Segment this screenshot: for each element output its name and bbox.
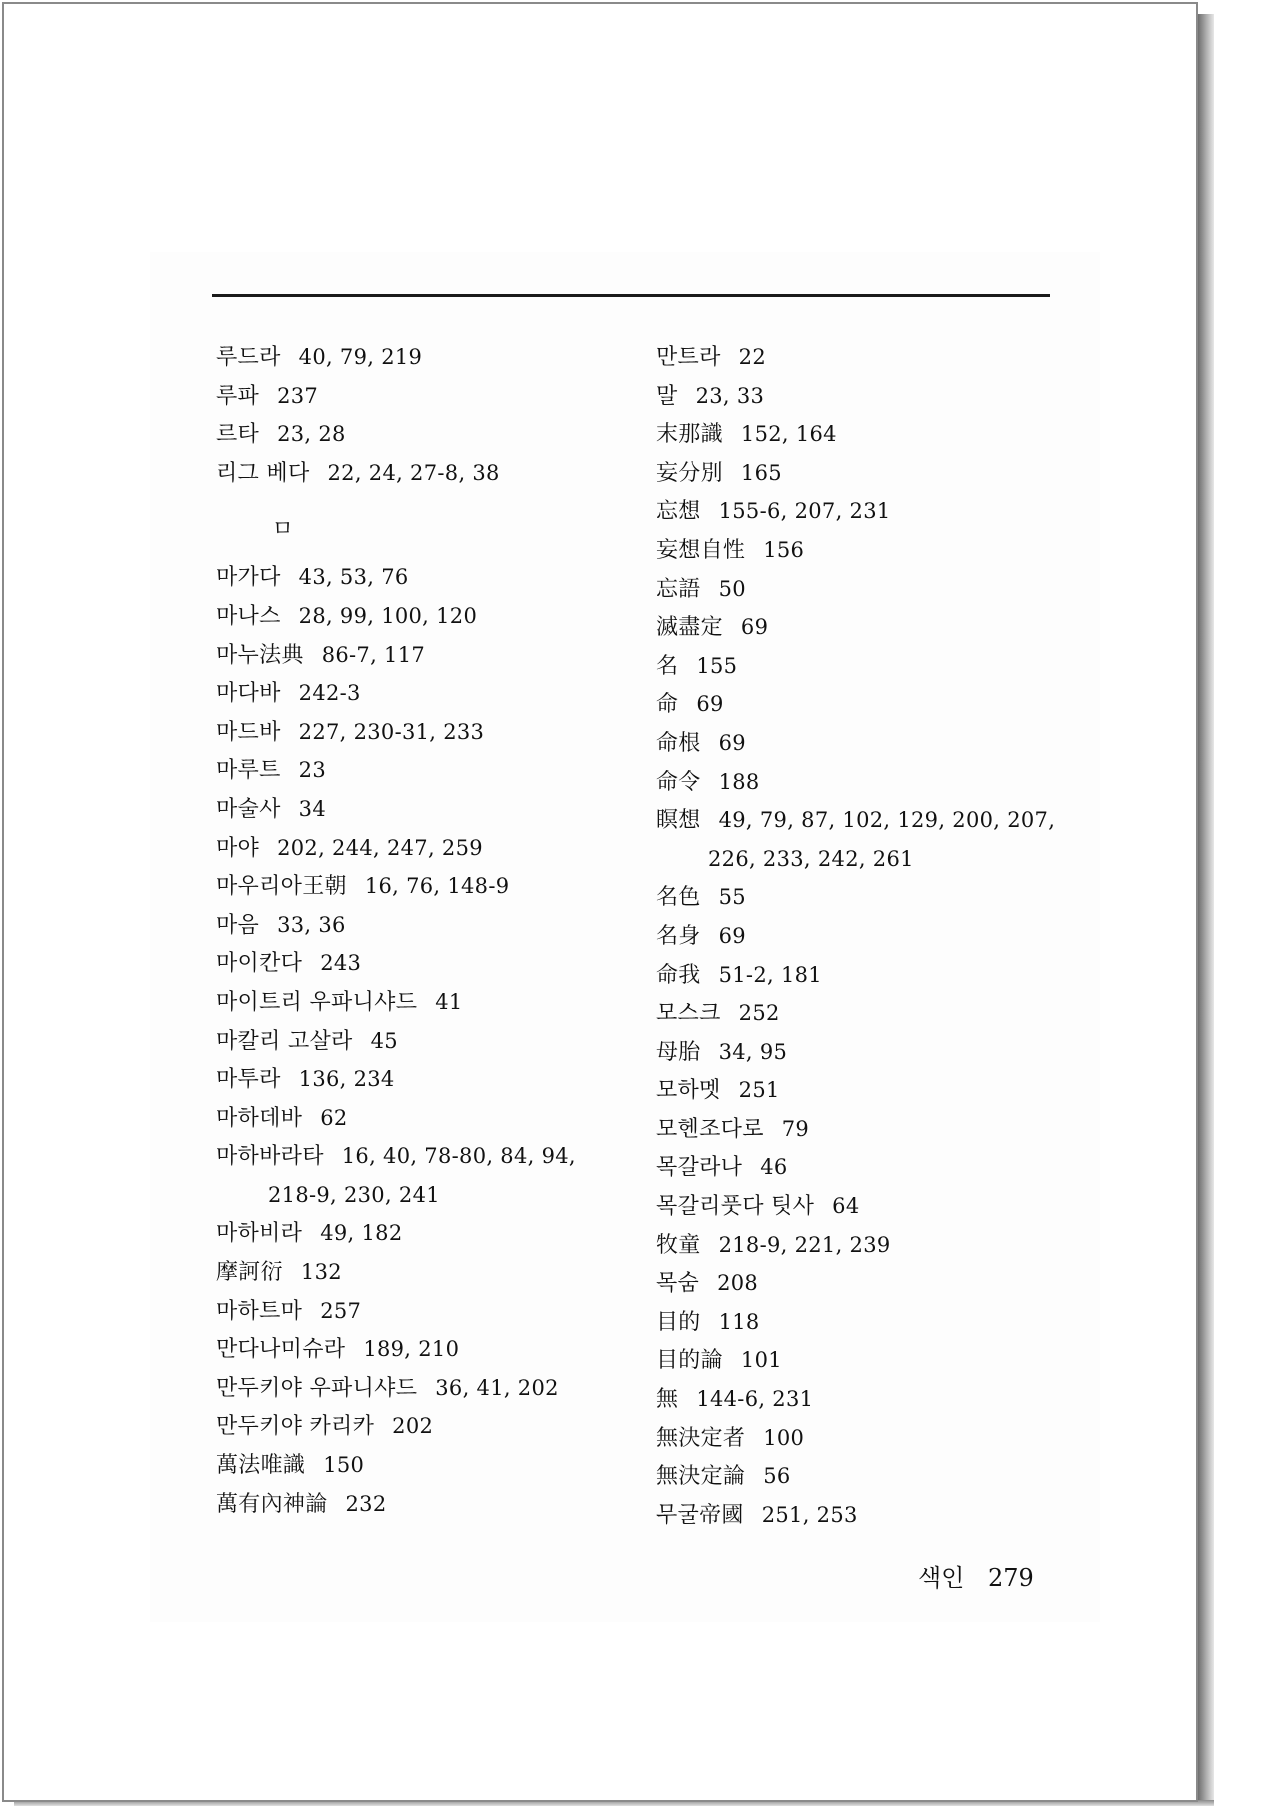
entry-pages: 156	[763, 537, 805, 562]
entry-term: 마하데바	[216, 1105, 303, 1131]
entry-pages: 155-6, 207, 231	[718, 499, 891, 524]
entry-pages: 49, 79, 87, 102, 129, 200, 207,	[718, 808, 1056, 833]
entry-term: 목숨	[656, 1271, 700, 1297]
entry-term: 萬法唯識	[216, 1453, 306, 1479]
index-entry	[656, 685, 1076, 724]
entry-pages: 23, 33	[695, 383, 765, 408]
entry-pages: 41	[435, 989, 463, 1014]
index-entry	[656, 415, 1076, 454]
entry-term: 마음	[216, 912, 260, 938]
index-entry	[656, 1264, 1076, 1303]
index-entry	[216, 1099, 626, 1138]
entry-pages: 22, 24, 27-8, 38	[327, 460, 500, 485]
index-entry	[656, 608, 1076, 647]
index-entry	[656, 1148, 1076, 1187]
index-entry	[656, 1226, 1076, 1265]
index-entry	[216, 1137, 626, 1176]
entry-pages: 86-7, 117	[321, 642, 426, 667]
entry-term: 마이트리 우파니샤드	[216, 989, 418, 1015]
index-entry	[216, 944, 626, 983]
entry-term: 만두키야 우파니샤드	[216, 1375, 418, 1401]
index-entry	[216, 377, 626, 416]
entry-term: 末那識	[656, 422, 723, 448]
entry-term: 無決定者	[656, 1425, 746, 1451]
entry-term: 忘想	[656, 499, 701, 525]
entry-pages: 69	[740, 615, 769, 640]
entry-term: 滅盡定	[656, 615, 723, 641]
page-number: 279	[988, 1564, 1034, 1592]
index-entry	[216, 983, 626, 1022]
index-entries-bottom	[216, 558, 626, 1523]
index-entry	[216, 597, 626, 636]
entry-pages: 36, 41, 202	[435, 1375, 559, 1400]
entry-term: 마하트마	[216, 1298, 303, 1324]
entry-term: 妄分別	[656, 460, 723, 486]
index-entry	[656, 1380, 1076, 1419]
entry-pages: 152, 164	[740, 422, 837, 447]
entry-term: 母胎	[656, 1039, 701, 1065]
entry-term: 무굴帝國	[656, 1502, 744, 1528]
entry-pages: 144-6, 231	[696, 1387, 814, 1412]
entry-pages: 155	[696, 653, 738, 678]
entry-pages: 251, 253	[761, 1502, 858, 1527]
index-entry	[656, 1187, 1076, 1226]
entry-pages: 79	[781, 1116, 810, 1141]
entry-pages: 22	[738, 345, 766, 369]
index-entry	[216, 751, 626, 790]
entry-pages: 118	[718, 1309, 760, 1334]
entry-pages: 34	[298, 796, 326, 821]
entry-pages: 69	[718, 730, 746, 755]
entry-term: 命令	[656, 769, 701, 795]
entry-pages: 69	[718, 923, 746, 948]
index-entry	[216, 1485, 626, 1524]
entry-pages: 51-2, 181	[718, 962, 822, 987]
entry-pages: 188	[718, 769, 760, 794]
entry-term: 마나스	[216, 603, 281, 629]
index-entry	[216, 867, 626, 906]
entry-term: 마하바라타	[216, 1144, 324, 1170]
footer-label: 색인	[918, 1564, 965, 1592]
index-entry	[656, 1110, 1076, 1149]
index-entry	[656, 647, 1076, 686]
entry-term: 마투라	[216, 1067, 281, 1093]
index-entry	[656, 1341, 1076, 1380]
entry-term: 마누法典	[216, 642, 304, 668]
index-entry	[656, 724, 1076, 763]
entry-term: 모하멧	[656, 1078, 721, 1104]
entry-pages: 251	[738, 1078, 780, 1103]
index-entry	[656, 1303, 1076, 1342]
entry-term: 名色	[656, 885, 701, 911]
entry-pages: 165	[740, 460, 782, 485]
entry-pages: 218-9, 221, 239	[718, 1232, 891, 1257]
index-entry	[216, 713, 626, 752]
index-entries-right	[656, 338, 1076, 1534]
entry-pages: 257	[320, 1298, 362, 1323]
index-entry	[216, 1022, 626, 1061]
index-entry	[216, 338, 626, 377]
index-entry	[656, 454, 1076, 493]
entry-term: 모헨조다로	[656, 1116, 764, 1142]
entry-pages: 16, 76, 148-9	[364, 874, 510, 899]
entry-term: 리그 베다	[216, 460, 310, 486]
index-entry	[216, 1330, 626, 1369]
entry-term: 摩訶衍	[216, 1260, 283, 1286]
index-entry	[656, 492, 1076, 531]
index-entry	[216, 829, 626, 868]
index-entry	[656, 377, 1076, 416]
entry-term: 만다나미슈라	[216, 1337, 346, 1363]
entry-term: 牧童	[656, 1232, 701, 1258]
entry-term: 無	[656, 1387, 679, 1413]
entry-term: 마술사	[216, 796, 281, 822]
entry-term: 名身	[656, 923, 701, 949]
entry-pages: 49, 182	[320, 1221, 403, 1246]
entry-term: 瞑想	[656, 808, 701, 834]
entry-pages: 237	[277, 383, 319, 408]
entry-term: 모스크	[656, 1001, 721, 1027]
entry-term: 마다바	[216, 681, 281, 707]
index-left-column	[216, 338, 626, 1523]
index-entry	[216, 1292, 626, 1331]
entry-term: 마드바	[216, 719, 281, 745]
entry-term: 마야	[216, 835, 260, 861]
index-entry	[656, 1496, 1076, 1535]
page-footer	[918, 1558, 1034, 1593]
entry-term: 마우리아王朝	[216, 874, 347, 900]
entry-term: 만두키야 카리카	[216, 1414, 375, 1440]
entry-term: 만트라	[656, 345, 721, 370]
index-entry	[656, 531, 1076, 570]
entry-pages: 16, 40, 78-80, 84, 94,	[341, 1144, 576, 1169]
index-entry	[656, 1071, 1076, 1110]
entry-term: 命根	[656, 730, 701, 756]
entry-pages: 136, 234	[298, 1067, 395, 1092]
entry-pages: 56	[763, 1464, 791, 1489]
index-entry	[656, 763, 1076, 802]
index-entry	[656, 878, 1076, 917]
entry-pages: 34, 95	[718, 1039, 788, 1064]
entry-pages: 23, 28	[277, 422, 346, 447]
index-entry	[216, 454, 626, 493]
entry-pages: 202, 244, 247, 259	[277, 835, 483, 860]
entry-pages: 189, 210	[363, 1337, 460, 1362]
entry-term: 목갈라나	[656, 1155, 743, 1181]
entry-pages: 62	[320, 1105, 348, 1130]
index-right-column	[656, 338, 1076, 1534]
entry-term: 無決定論	[656, 1464, 746, 1490]
entry-pages: 150	[323, 1453, 365, 1478]
index-entry	[216, 558, 626, 597]
entry-pages: 33, 36	[277, 912, 346, 937]
index-entry	[216, 1214, 626, 1253]
index-entry-continuation	[216, 1176, 626, 1215]
index-entry	[216, 790, 626, 829]
index-entries-top	[216, 338, 626, 492]
index-entry	[656, 1033, 1076, 1072]
entry-term: 루파	[216, 383, 260, 409]
entry-pages: 46	[760, 1155, 788, 1180]
entry-pages: 50	[718, 576, 746, 601]
index-entry	[216, 1446, 626, 1485]
entry-pages: 242-3	[298, 681, 361, 706]
entry-pages: 227, 230-31, 233	[298, 719, 485, 744]
index-entry	[656, 994, 1076, 1033]
entry-term: 마칼리 고살라	[216, 1028, 353, 1054]
index-entry	[216, 674, 626, 713]
entry-pages: 45	[370, 1028, 398, 1053]
entry-term: 命我	[656, 962, 701, 988]
entry-pages: 243	[320, 951, 362, 976]
index-entry	[656, 1419, 1076, 1458]
entry-pages: 28, 99, 100, 120	[298, 603, 478, 628]
entry-pages: 218-9, 230, 241	[268, 1182, 440, 1207]
entry-term: 目的	[656, 1309, 701, 1335]
entry-pages: 226, 233, 242, 261	[708, 846, 914, 871]
page-edge-shadow	[1198, 14, 1214, 1806]
entry-term: 命	[656, 692, 679, 718]
index-entry	[216, 1407, 626, 1446]
section-heading: ㅁ	[272, 517, 294, 543]
entry-term: 妄想自性	[656, 537, 746, 563]
entry-term: 말	[656, 383, 678, 409]
entry-pages: 23	[298, 758, 326, 783]
entry-pages: 43, 53, 76	[298, 565, 409, 590]
entry-pages: 132	[300, 1260, 342, 1285]
index-entry	[216, 1253, 626, 1292]
entry-term: 萬有內神論	[216, 1491, 328, 1517]
index-entry	[656, 1457, 1076, 1496]
entry-pages: 208	[717, 1271, 759, 1296]
entry-term: 名	[656, 653, 679, 679]
entry-pages: 100	[763, 1425, 805, 1450]
entry-pages: 69	[696, 692, 724, 717]
entry-pages: 101	[740, 1348, 782, 1373]
index-entry	[656, 570, 1076, 609]
index-entry	[216, 415, 626, 454]
index-entry	[216, 906, 626, 945]
entry-term: 르타	[216, 422, 260, 448]
index-entry-continuation	[656, 840, 1076, 879]
entry-term: 마가다	[216, 565, 281, 591]
entry-term: 마이칸다	[216, 951, 303, 977]
entry-term: 目的論	[656, 1348, 723, 1374]
entry-term: 목갈리풋다 팃사	[656, 1194, 815, 1220]
entry-pages: 232	[345, 1491, 387, 1516]
entry-pages: 55	[718, 885, 746, 910]
entry-pages: 202	[392, 1414, 434, 1439]
header-rule	[212, 294, 1050, 297]
entry-term: 忘語	[656, 576, 701, 602]
entry-pages: 40, 79, 219	[298, 345, 423, 369]
index-entry	[216, 636, 626, 675]
index-entry	[656, 338, 1076, 377]
index-entry	[656, 801, 1076, 840]
entry-term: 마루트	[216, 758, 281, 784]
entry-term: 마하비라	[216, 1221, 303, 1247]
entry-pages: 64	[832, 1194, 860, 1219]
index-entry	[656, 956, 1076, 995]
entry-pages: 252	[738, 1001, 780, 1026]
entry-term: 루드라	[216, 345, 281, 370]
index-entry	[216, 1060, 626, 1099]
index-entry	[216, 1369, 626, 1408]
index-entry	[656, 917, 1076, 956]
